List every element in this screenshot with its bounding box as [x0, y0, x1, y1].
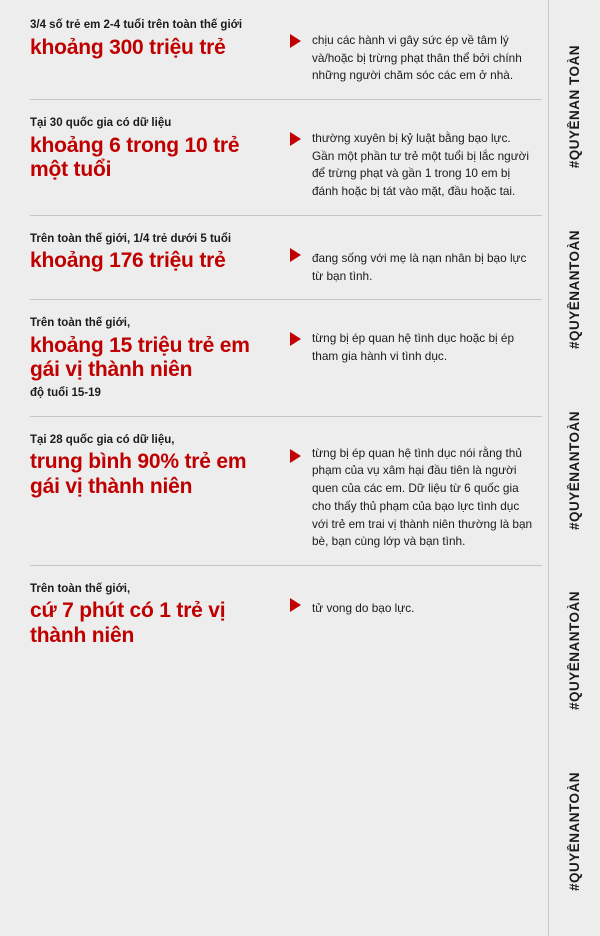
entry-marker: [278, 232, 312, 262]
triangle-right-icon: [290, 449, 301, 463]
entry-highlight: khoảng 15 triệu trẻ em gái vị thành niên: [30, 333, 250, 382]
entry-preline: Trên toàn thế giới, 1/4 trẻ dưới 5 tuổi: [30, 232, 232, 245]
entry-figure: [30, 18, 278, 60]
entry-figure: [30, 582, 278, 649]
statistic-entry: [30, 216, 542, 300]
triangle-right-icon: [290, 598, 301, 612]
entry-description: từng bị ép quan hệ tình dục nói rằng thủ phạm của vụ xâm hại đầu tiên là người quen của các em. Dữ liệu từ 6 quốc gia cho thấy thủ phạm của bạo lực tình dục với trẻ em trai vị thành niên thường là bạn bè, bạn cùng lớp và bạn tình.: [312, 445, 533, 549]
entry-figure: [30, 116, 278, 183]
entry-highlight: cứ 7 phút có 1 trẻ vị thành niên: [30, 599, 226, 648]
entry-figure: [30, 316, 278, 402]
entry-marker: [278, 18, 312, 48]
hashtag-label: #QUYỀNANTOÀN: [567, 410, 582, 530]
triangle-right-icon: [290, 132, 301, 146]
statistic-entry: [30, 0, 542, 100]
entry-preline: Trên toàn thế giới,: [30, 582, 131, 595]
entry-preline: Trên toàn thế giới,: [30, 317, 131, 330]
statistic-entry: [30, 566, 542, 663]
hashtag-label: #QUYỀNANTOÀN: [567, 772, 582, 892]
entry-postline: độ tuổi 15-19: [30, 387, 101, 400]
statistic-entry: [30, 417, 542, 566]
entry-highlight: khoảng 176 triệu trẻ: [30, 249, 226, 273]
entry-description: tử vong do bạo lực.: [312, 600, 415, 615]
entry-marker: [278, 582, 312, 612]
entry-marker: [278, 116, 312, 146]
entry-description: đang sống với mẹ là nạn nhân bị bạo lực từ bạn tình.: [312, 250, 527, 283]
entry-figure: [30, 232, 278, 274]
triangle-right-icon: [290, 248, 301, 262]
entry-marker: [278, 433, 312, 463]
entry-preline: Tại 30 quốc gia có dữ liệu: [30, 117, 172, 130]
statistic-entry: [30, 100, 542, 216]
triangle-right-icon: [290, 332, 301, 346]
entry-highlight: khoảng 6 trong 10 trẻ một tuổi: [30, 133, 240, 182]
entry-preline: 3/4 số trẻ em 2-4 tuổi trên toàn thế giới: [30, 19, 243, 31]
hashtag-sidebar: [548, 0, 600, 936]
entry-highlight: khoảng 300 triệu trẻ: [30, 35, 226, 59]
entry-preline: Tại 28 quốc gia có dữ liệu,: [30, 433, 175, 446]
entry-description: từng bị ép quan hệ tình dục hoặc bị ép tham gia hành vi tình dục.: [312, 331, 515, 363]
entry-description: chịu các hành vi gây sức ép về tâm lý và/hoặc bị trừng phạt thân thể bởi chính những người chăm sóc các em ở nhà.: [312, 33, 522, 83]
entry-marker: [278, 316, 312, 346]
hashtag-label: #QUYỀNANTOÀN: [567, 229, 582, 349]
hashtag-label: #QUYỀNAN TOÀN: [567, 44, 582, 169]
entry-highlight: trung bình 90% trẻ em gái vị thành niên: [30, 450, 247, 499]
hashtag-label: #QUYỀNANTOÀN: [567, 591, 582, 711]
triangle-right-icon: [290, 34, 301, 48]
entry-description: thường xuyên bị kỷ luật bằng bạo lực. Gần một phần tư trẻ một tuổi bị lắc người để trừng phạt và gần 1 trong 10 em bị đánh hoặc bị tát vào mặt, đầu hoặc tai.: [312, 131, 529, 199]
statistic-entry: [30, 300, 542, 417]
entry-figure: [30, 433, 278, 500]
